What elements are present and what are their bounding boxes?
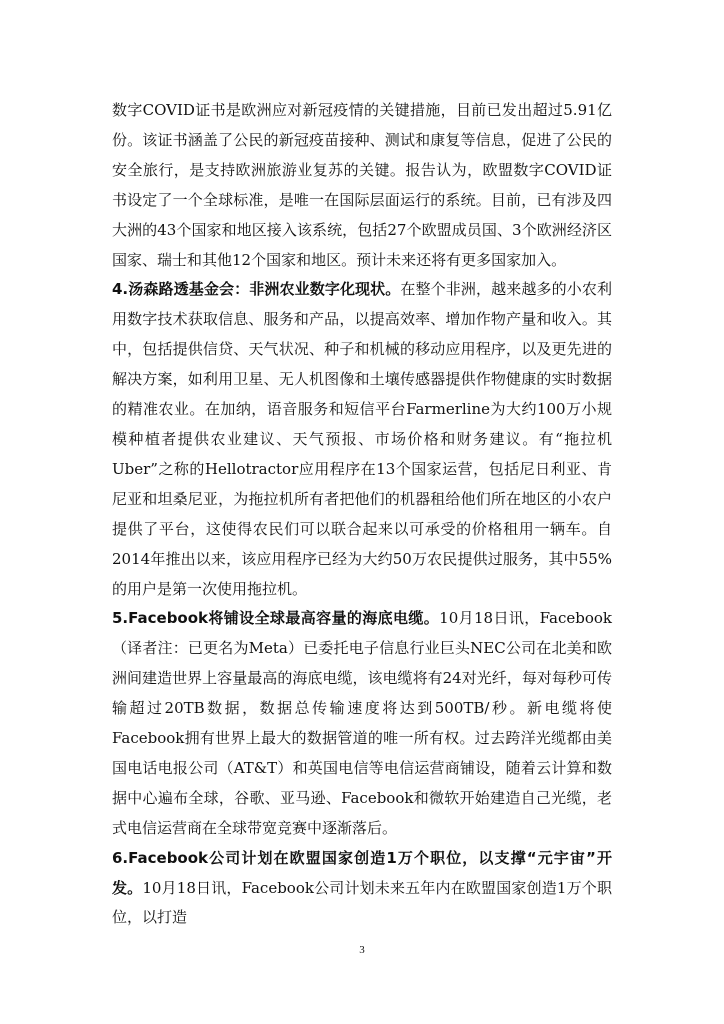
- page-number: 3: [359, 944, 365, 956]
- paragraph-africa-agriculture: [112, 275, 612, 604]
- paragraph-heading: 4.汤森路透基金会：非洲农业数字化现状。: [112, 280, 401, 299]
- page-body: [112, 96, 612, 933]
- paragraph-text: 10月18日讯，Facebook（译者注：已更名为Meta）已委托电子信息行业巨头NEC公司在北美和欧洲间建造世界上容量最高的海底电缆，该电缆将有24对光纤，每对每秒可传输超过20TB数据，数据总传输速度将达到500TB/秒。新电缆将使Facebook拥有世界上最大的数据管道的唯一所有权。过去跨洋光缆都由美国电话电报公司（AT&T）和英国电信等电信运营商铺设，随着云计算和数据中心遍布全球，谷歌、亚马逊、Facebook和微软开始建造自己光缆，老式电信运营商在全球带宽竞赛中逐渐落后。: [112, 609, 612, 837]
- paragraph-facebook-jobs: [112, 844, 612, 934]
- paragraph-covid-certificate: [112, 96, 612, 275]
- paragraph-facebook-cable: [112, 604, 612, 843]
- paragraph-text: 10月18日讯，Facebook公司计划未来五年内在欧盟国家创造1万个职位，以打造: [112, 878, 612, 927]
- paragraph-heading: 5.Facebook将铺设全球最高容量的海底电缆。: [112, 609, 440, 628]
- paragraph-heading: 6.Facebook公司计划在欧盟国家创造1万个职位，以支撑“元宇宙”开发。: [112, 848, 612, 897]
- paragraph-text: 数字COVID证书是欧洲应对新冠疫情的关键措施，目前已发出超过5.91亿份。该证书涵盖了公民的新冠疫苗接种、测试和康复等信息，促进了公民的安全旅行，是支持欧洲旅游业复苏的关键。报告认为，欧盟数字COVID证书设定了一个全球标准，是唯一在国际层面运行的系统。目前，已有涉及四大洲的43个国家和地区接入该系统，包括27个欧盟成员国、3个欧洲经济区国家、瑞士和其他12个国家和地区。预计未来还将有更多国家加入。: [112, 101, 612, 269]
- paragraph-text: 在整个非洲，越来越多的小农利用数字技术获取信息、服务和产品，以提高效率、增加作物产量和收入。其中，包括提供信贷、天气状况、种子和机械的移动应用程序，以及更先进的解决方案，如利用卫星、无人机图像和土壤传感器提供作物健康的实时数据的精准农业。在加纳，语音服务和短信平台Farmerline为大约100万小规模种植者提供农业建议、天气预报、市场价格和财务建议。有“拖拉机Uber”之称的Hellotractor应用程序在13个国家运营，包括尼日利亚、肯尼亚和坦桑尼亚，为拖拉机所有者把他们的机器租给他们所在地区的小农户提供了平台，这使得农民们可以联合起来以可承受的价格租用一辆车。自2014年推出以来，该应用程序已经为大约50万农民提供过服务，其中55%的用户是第一次使用拖拉机。: [112, 280, 612, 598]
